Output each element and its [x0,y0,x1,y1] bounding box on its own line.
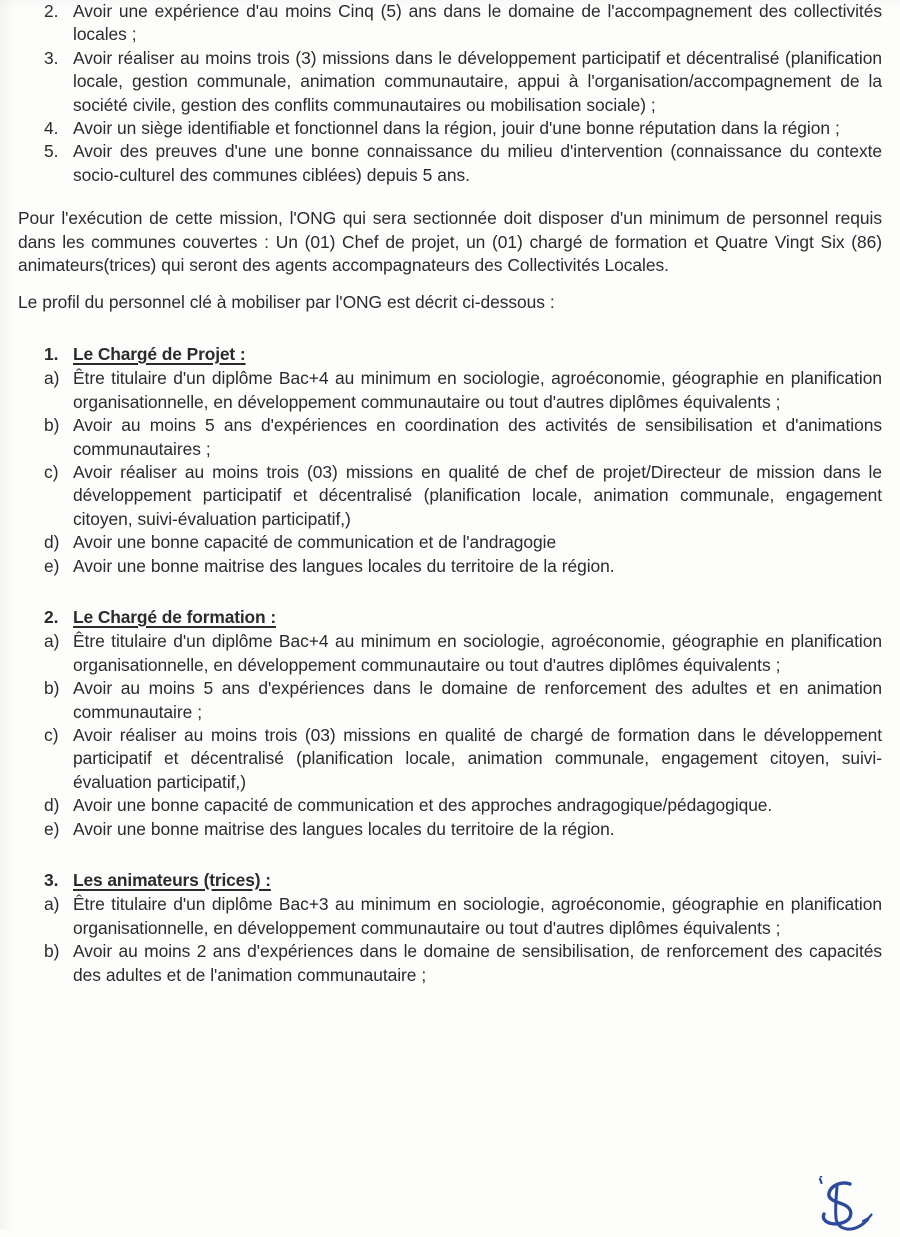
list-item-text: Avoir réaliser au moins trois (03) missions en qualité de chargé de formation dans le développement participatif et décentralisé (planification locale, animation communale, engagement citoyen, suivi-évaluation participatif,) [73,724,882,792]
list-marker: b) [44,941,60,962]
list-item [18,0,882,47]
list-marker: b) [44,415,60,436]
list-marker: 5. [44,141,59,162]
section-marker: 1. [44,343,59,364]
section-items [18,630,882,841]
section-heading [18,869,882,892]
section-charge-de-formation [18,606,882,841]
list-item [18,794,882,817]
list-marker: e) [44,555,60,576]
list-item-text: Avoir réaliser au moins trois (03) missions en qualité de chef de projet/Directeur de mission dans le développement participatif et décentralisé (planification locale, animation communale, engagement citoyen, suivi-évaluation participatif,) [73,461,882,529]
signature-icon [806,1176,890,1232]
paragraph-profile-intro: Le profil du personnel clé à mobiliser par l'ONG est décrit ci-dessous : [18,292,555,313]
list-item [18,367,882,414]
list-marker: e) [44,818,60,839]
list-item-text: Être titulaire d'un diplôme Bac+4 au minimum en sociologie, agroéconomie, géographie en planification organisationnelle, en développement communautaire ou tout d'autres diplômes équivalents ; [73,631,882,675]
section-animateurs [18,869,882,987]
list-marker: 3. [44,47,59,68]
list-item-text: Avoir une bonne maitrise des langues locales du territoire de la région. [73,818,615,839]
list-item [18,893,882,940]
document-body [18,0,882,987]
list-item-text: Avoir une expérience d'au moins Cinq (5) ans dans le domaine de l'accompagnement des collectivités locales ; [73,1,882,45]
list-marker: 2. [44,1,59,21]
paragraph-staffing: Pour l'exécution de cette mission, l'ONG qui sera sectionnée doit disposer d'un minimum de personnel requis dans les communes couvertes : Un (01) Chef de projet, un (01) chargé de formation et Quatre Vingt Six (86) animateurs(trices) qui seront des agents accompagnateurs des Collectivités Locales. [18,208,882,276]
list-item [18,47,882,117]
list-item [18,117,882,140]
list-item [18,461,882,531]
list-item-text: Avoir une bonne maitrise des langues locales du territoire de la région. [73,555,615,576]
section-heading [18,606,882,629]
list-item [18,414,882,461]
list-item-text: Avoir un siège identifiable et fonctionnel dans la région, jouir d'une bonne réputation dans la région ; [73,118,840,139]
list-item-text: Avoir au moins 5 ans d'expériences dans le domaine de renforcement des adultes et en animation communautaire ; [73,678,882,722]
list-item-text: Avoir réaliser au moins trois (3) missions dans le développement participatif et décentralisé (planification locale, gestion communale, animation communautaire, appui à l'organisation/accompagnement de la société civile, gestion des conflits communautaires ou mobilisation sociale) ; [73,47,882,115]
list-item [18,630,882,677]
list-item [18,724,882,794]
section-items [18,893,882,987]
list-item [18,140,882,187]
list-marker: 4. [44,118,59,139]
section-heading [18,343,882,366]
list-marker: d) [44,795,60,816]
list-item-text: Avoir une bonne capacité de communication et des approches andragogique/pédagogique. [73,795,773,816]
list-item-text: Avoir une bonne capacité de communication et de l'andragogie [73,532,557,553]
list-marker: d) [44,532,60,553]
section-title: Le Chargé de Projet : [73,343,246,364]
list-marker: b) [44,678,60,699]
list-item-text: Avoir au moins 5 ans d'expériences en coordination des activités de sensibilisation et d'animations communautaires ; [73,415,882,459]
list-item-text: Avoir des preuves d'une une bonne connaissance du milieu d'intervention (connaissance du contexte socio-culturel des communes ciblées) depuis 5 ans. [73,141,882,185]
section-title: Le Chargé de formation : [73,606,277,627]
section-marker: 2. [44,606,59,627]
list-item-text: Avoir au moins 2 ans d'expériences dans le domaine de sensibilisation, de renforcement des capacités des adultes et de l'animation communautaire ; [73,941,882,985]
list-marker: c) [44,461,59,482]
list-item-text: Être titulaire d'un diplôme Bac+4 au minimum en sociologie, agroéconomie, géographie en planification organisationnelle, en développement communautaire ou tout d'autres diplômes équivalents ; [73,368,882,412]
list-item [18,555,882,578]
signature-mark [806,1176,890,1232]
section-charge-de-projet [18,343,882,578]
list-item [18,677,882,724]
list-item [18,940,882,987]
list-marker: c) [44,724,59,745]
list-marker: a) [44,368,60,389]
section-marker: 3. [44,870,59,890]
section-items [18,367,882,578]
list-item [18,818,882,841]
list-item-text: Être titulaire d'un diplôme Bac+3 au minimum en sociologie, agroéconomie, géographie en planification organisationnelle, en développement communautaire ou tout d'autres diplômes équivalents ; [73,894,882,938]
list-marker: a) [44,894,60,915]
list-marker: a) [44,631,60,652]
section-title: Les animateurs (trices) : [73,870,271,890]
requirements-list [18,0,882,187]
list-item [18,531,882,554]
